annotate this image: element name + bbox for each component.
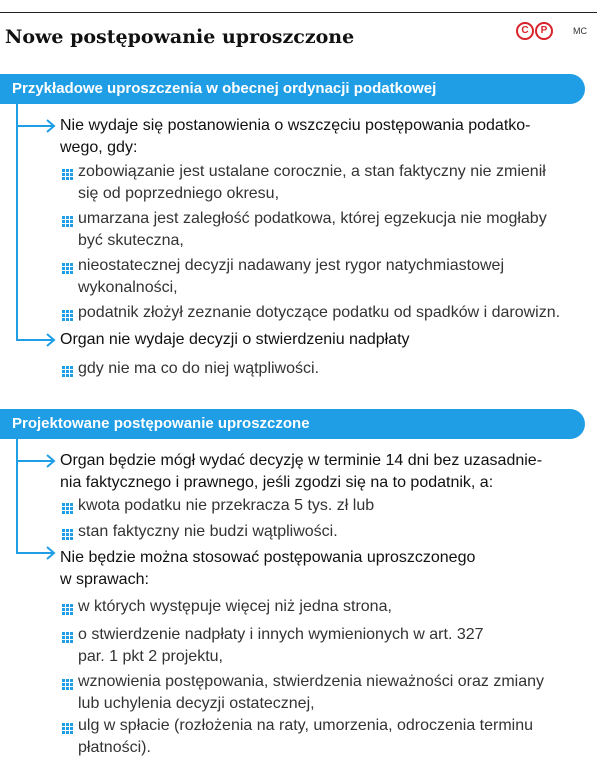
top-rule (0, 12, 597, 13)
section-2-header: Projektowane postępowanie uproszczone (0, 409, 585, 439)
bullet-grid-icon (62, 167, 73, 178)
bullet-grid-icon (62, 308, 73, 319)
arrow-icon (16, 126, 46, 127)
group-heading: Organ nie wydaje decyzji o stwierdzeniu nadpłaty (60, 331, 410, 348)
bullet-grid-icon (62, 214, 73, 225)
bullet-grid-icon (62, 261, 73, 272)
bullet-grid-icon (62, 630, 73, 641)
bullet-grid-icon (62, 501, 73, 512)
arrow-icon (16, 340, 46, 341)
page-title: Nowe postępowanie uproszczone (5, 26, 355, 48)
list-item: stan faktyczny nie budzi wątpliwości. (78, 523, 338, 540)
bullet-grid-icon (62, 721, 73, 732)
list-item: umarzana jest zaległość podatkowa, której egzekucja nie mogłaby być skuteczna, (78, 210, 547, 249)
list-item: w których występuje więcej niż jedna strona, (78, 598, 392, 615)
section-1-rail (16, 104, 18, 340)
list-item: zobowiązanie jest ustalane corocznie, a stan faktyczny nie zmienił się od poprzedniego okresu, (78, 163, 546, 202)
logo-c-icon: C (516, 22, 534, 40)
list-item: kwota podatku nie przekracza 5 tys. zł lub (78, 497, 375, 514)
list-item: o stwierdzenie nadpłaty i innych wymienionych w art. 327 par. 1 pkt 2 projektu, (78, 626, 484, 665)
group-heading: Nie będzie można stosować postępowania uproszczonego w sprawach: (60, 549, 476, 588)
arrow-icon (16, 461, 46, 462)
list-item: ulg w spłacie (rozłożenia na raty, umorzenia, odroczenia terminu płatności). (78, 717, 534, 756)
logo-p-icon: P (535, 22, 553, 40)
list-item: gdy nie ma co do niej wątpliwości. (78, 360, 320, 377)
bullet-grid-icon (62, 364, 73, 375)
bullet-grid-icon (62, 527, 73, 538)
source-label: MC (573, 26, 587, 36)
list-item: podatnik złożył zeznanie dotyczące podatku od spadków i darowizn. (78, 304, 561, 321)
group-heading: Nie wydaje się postanowienia o wszczęciu postępowania podatko- wego, gdy: (60, 117, 531, 156)
list-item: nieostatecznej decyzji nadawany jest rygor natychmiastowej wykonalności, (78, 257, 504, 296)
group-heading: Organ będzie mógł wydać decyzję w terminie 14 dni bez uzasadnie- nia faktycznego i prawnego, jeśli zgodzi się na to podatnik, a: (60, 452, 543, 491)
bullet-grid-icon (62, 677, 73, 688)
section-1-header: Przykładowe uproszczenia w obecnej ordynacji podatkowej (0, 74, 585, 104)
list-item: wznowienia postępowania, stwierdzenia nieważności oraz zmiany lub uchylenia decyzji ostatecznej, (78, 673, 545, 712)
logo (516, 22, 553, 40)
bullet-grid-icon (62, 602, 73, 613)
arrow-icon (16, 553, 46, 554)
